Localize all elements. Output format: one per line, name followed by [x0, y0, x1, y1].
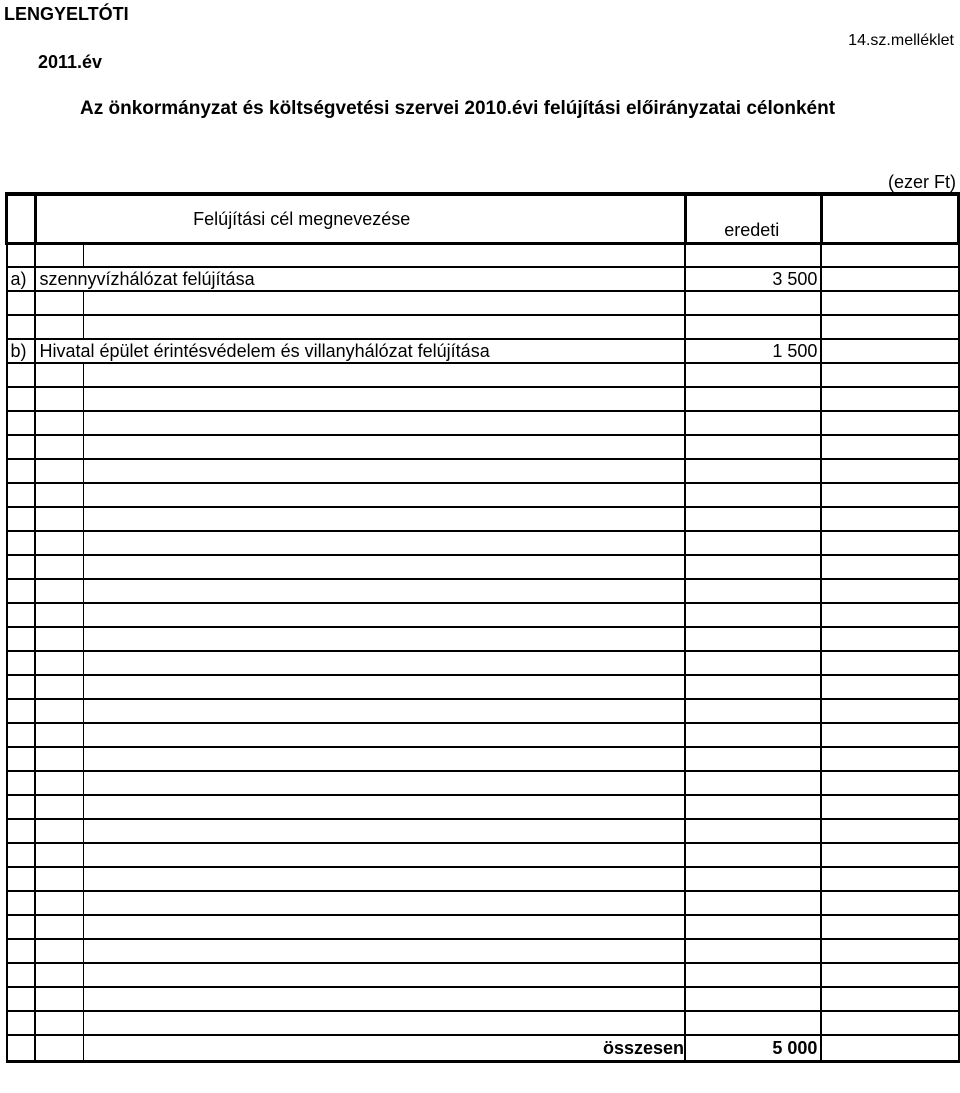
letter-cell — [7, 675, 36, 699]
empty-row — [7, 771, 959, 795]
letter-cell — [7, 291, 36, 315]
extra-cell — [821, 819, 958, 843]
item-value: 1 500 — [685, 339, 821, 363]
letter-cell — [7, 987, 36, 1011]
empty-row — [7, 459, 959, 483]
item-value: 3 500 — [685, 267, 821, 291]
extra-cell — [821, 555, 958, 579]
extra-cell — [821, 627, 958, 651]
value-cell — [685, 1011, 821, 1035]
extra-cell — [821, 843, 958, 867]
spacer-cell — [35, 915, 83, 939]
empty-row — [7, 291, 959, 315]
value-cell — [685, 675, 821, 699]
empty-row — [7, 411, 959, 435]
letter-cell — [7, 771, 36, 795]
total-label: összesen — [602, 1037, 684, 1058]
extra-cell — [821, 1011, 958, 1035]
spacer-cell — [35, 1035, 83, 1061]
table-row — [7, 339, 959, 363]
name-cell — [83, 747, 685, 771]
extra-cell — [821, 651, 958, 675]
letter-cell — [7, 699, 36, 723]
table-row — [7, 267, 959, 291]
letter-cell — [7, 891, 36, 915]
item-letter: b) — [7, 339, 36, 363]
spacer-cell — [35, 291, 83, 315]
empty-row — [7, 243, 959, 267]
extra-cell — [821, 747, 958, 771]
item-letter: a) — [7, 267, 36, 291]
value-cell — [685, 867, 821, 891]
value-cell — [685, 891, 821, 915]
extra-cell — [821, 267, 958, 291]
value-cell — [685, 771, 821, 795]
letter-cell — [7, 579, 36, 603]
empty-row — [7, 723, 959, 747]
letter-cell — [7, 243, 36, 267]
extra-cell — [821, 339, 958, 363]
letter-cell — [7, 483, 36, 507]
spacer-cell — [35, 651, 83, 675]
value-cell — [685, 843, 821, 867]
value-cell — [685, 243, 821, 267]
name-cell — [83, 291, 685, 315]
empty-row — [7, 891, 959, 915]
spacer-cell — [35, 723, 83, 747]
total-value: 5 000 — [685, 1035, 821, 1061]
organization-name: LENGYELTÓTI — [4, 4, 129, 24]
extra-cell — [821, 579, 958, 603]
spacer-cell — [35, 459, 83, 483]
value-cell — [685, 915, 821, 939]
spacer-cell — [35, 555, 83, 579]
header-extra-cell — [821, 194, 958, 243]
name-cell — [83, 555, 685, 579]
empty-row — [7, 1011, 959, 1035]
letter-cell — [7, 1011, 36, 1035]
letter-cell — [7, 1035, 36, 1061]
empty-row — [7, 915, 959, 939]
extra-cell — [821, 963, 958, 987]
empty-row — [7, 387, 959, 411]
extra-cell — [821, 363, 958, 387]
spacer-cell — [35, 987, 83, 1011]
value-cell — [685, 291, 821, 315]
name-cell — [83, 1011, 685, 1035]
letter-cell — [7, 387, 36, 411]
extra-cell — [821, 1035, 958, 1061]
empty-row — [7, 555, 959, 579]
value-cell — [685, 627, 821, 651]
spacer-cell — [35, 363, 83, 387]
extra-cell — [821, 891, 958, 915]
empty-row — [7, 819, 959, 843]
extra-cell — [821, 699, 958, 723]
empty-row — [7, 651, 959, 675]
name-cell — [83, 627, 685, 651]
name-cell — [83, 771, 685, 795]
name-cell — [83, 315, 685, 339]
empty-row — [7, 675, 959, 699]
extra-cell — [821, 723, 958, 747]
empty-row — [7, 939, 959, 963]
letter-cell — [7, 723, 36, 747]
value-cell — [685, 987, 821, 1011]
extra-cell — [821, 531, 958, 555]
letter-cell — [7, 411, 36, 435]
name-cell — [83, 579, 685, 603]
letter-cell — [7, 939, 36, 963]
extra-cell — [821, 987, 958, 1011]
extra-cell — [821, 315, 958, 339]
spacer-cell — [35, 699, 83, 723]
extra-cell — [821, 603, 958, 627]
value-cell — [685, 555, 821, 579]
spacer-cell — [35, 483, 83, 507]
spacer-cell — [35, 843, 83, 867]
spacer-cell — [35, 867, 83, 891]
name-cell — [83, 459, 685, 483]
value-cell — [685, 579, 821, 603]
letter-cell — [7, 843, 36, 867]
value-cell — [685, 531, 821, 555]
empty-row — [7, 843, 959, 867]
spacer-cell — [35, 579, 83, 603]
letter-cell — [7, 819, 36, 843]
letter-cell — [7, 555, 36, 579]
header-value-cell — [685, 194, 821, 243]
letter-cell — [7, 627, 36, 651]
extra-cell — [821, 771, 958, 795]
spacer-cell — [35, 627, 83, 651]
extra-cell — [821, 387, 958, 411]
spacer-cell — [35, 435, 83, 459]
value-cell — [685, 795, 821, 819]
spacer-cell — [35, 819, 83, 843]
empty-row — [7, 699, 959, 723]
spacer-cell — [35, 963, 83, 987]
value-cell — [685, 699, 821, 723]
name-cell — [83, 435, 685, 459]
name-cell — [83, 699, 685, 723]
name-cell — [83, 987, 685, 1011]
extra-cell — [821, 459, 958, 483]
value-cell — [685, 459, 821, 483]
value-cell — [685, 507, 821, 531]
name-cell — [83, 675, 685, 699]
spacer-cell — [35, 531, 83, 555]
name-cell — [83, 939, 685, 963]
name-cell — [83, 867, 685, 891]
value-cell — [685, 939, 821, 963]
total-row — [7, 1035, 959, 1061]
extra-cell — [821, 435, 958, 459]
letter-cell — [7, 915, 36, 939]
item-name: Hivatal épület érintésvédelem és villanyhálózat felújítása — [35, 339, 685, 363]
letter-cell — [7, 507, 36, 531]
extra-cell — [821, 795, 958, 819]
name-cell — [83, 411, 685, 435]
spacer-cell — [35, 747, 83, 771]
letter-cell — [7, 651, 36, 675]
value-cell — [685, 819, 821, 843]
letter-cell — [7, 747, 36, 771]
header-name-cell — [35, 194, 685, 243]
empty-row — [7, 507, 959, 531]
empty-row — [7, 483, 959, 507]
extra-cell — [821, 915, 958, 939]
name-cell — [83, 915, 685, 939]
empty-row — [7, 867, 959, 891]
empty-row — [7, 579, 959, 603]
spacer-cell — [35, 411, 83, 435]
spacer-cell — [35, 603, 83, 627]
header-letter-cell — [7, 194, 36, 243]
empty-row — [7, 747, 959, 771]
extra-cell — [821, 939, 958, 963]
name-cell — [83, 507, 685, 531]
letter-cell — [7, 363, 36, 387]
name-cell — [83, 1035, 685, 1061]
empty-row — [7, 963, 959, 987]
extra-cell — [821, 507, 958, 531]
name-cell — [83, 723, 685, 747]
unit-label: (ezer Ft) — [887, 172, 956, 192]
name-cell — [83, 531, 685, 555]
letter-cell — [7, 795, 36, 819]
extra-cell — [821, 291, 958, 315]
spacer-cell — [35, 675, 83, 699]
value-cell — [685, 435, 821, 459]
spacer-cell — [35, 1011, 83, 1035]
name-cell — [83, 843, 685, 867]
empty-row — [7, 603, 959, 627]
name-cell — [83, 483, 685, 507]
spacer-cell — [35, 315, 83, 339]
name-cell — [83, 651, 685, 675]
spacer-cell — [35, 939, 83, 963]
value-cell — [685, 315, 821, 339]
empty-row — [7, 435, 959, 459]
extra-cell — [821, 675, 958, 699]
name-cell — [83, 891, 685, 915]
name-cell — [83, 963, 685, 987]
letter-cell — [7, 963, 36, 987]
empty-row — [7, 627, 959, 651]
document-title: Az önkormányzat és költségvetési szervei 2010.évi felújítási előirányzatai célonként — [80, 98, 836, 119]
empty-row — [7, 363, 959, 387]
extra-cell — [821, 483, 958, 507]
spacer-cell — [35, 243, 83, 267]
letter-cell — [7, 459, 36, 483]
spacer-cell — [35, 507, 83, 531]
name-cell — [83, 603, 685, 627]
col-name-header: Felújítási cél megnevezése — [193, 208, 411, 229]
name-cell — [83, 819, 685, 843]
empty-row — [7, 531, 959, 555]
spacer-cell — [35, 795, 83, 819]
letter-cell — [7, 435, 36, 459]
annex-label: 14.sz.melléklet — [848, 32, 954, 49]
value-cell — [685, 963, 821, 987]
value-cell — [685, 603, 821, 627]
table-header-row — [7, 194, 959, 243]
name-cell — [83, 363, 685, 387]
name-cell — [83, 795, 685, 819]
empty-row — [7, 795, 959, 819]
empty-row — [7, 987, 959, 1011]
spacer-cell — [35, 891, 83, 915]
letter-cell — [7, 531, 36, 555]
value-cell — [685, 411, 821, 435]
renovation-table — [5, 192, 960, 1063]
year-label: 2011.év — [38, 52, 103, 72]
letter-cell — [7, 867, 36, 891]
extra-cell — [821, 243, 958, 267]
extra-cell — [821, 411, 958, 435]
name-cell — [83, 387, 685, 411]
value-cell — [685, 363, 821, 387]
extra-cell — [821, 867, 958, 891]
name-cell — [83, 243, 685, 267]
value-cell — [685, 651, 821, 675]
letter-cell — [7, 315, 36, 339]
letter-cell — [7, 603, 36, 627]
value-cell — [685, 723, 821, 747]
spacer-cell — [35, 387, 83, 411]
col-value-header: eredeti — [724, 219, 780, 240]
value-cell — [685, 747, 821, 771]
item-name: szennyvízhálózat felújítása — [35, 267, 685, 291]
value-cell — [685, 387, 821, 411]
spacer-cell — [35, 771, 83, 795]
empty-row — [7, 315, 959, 339]
value-cell — [685, 483, 821, 507]
